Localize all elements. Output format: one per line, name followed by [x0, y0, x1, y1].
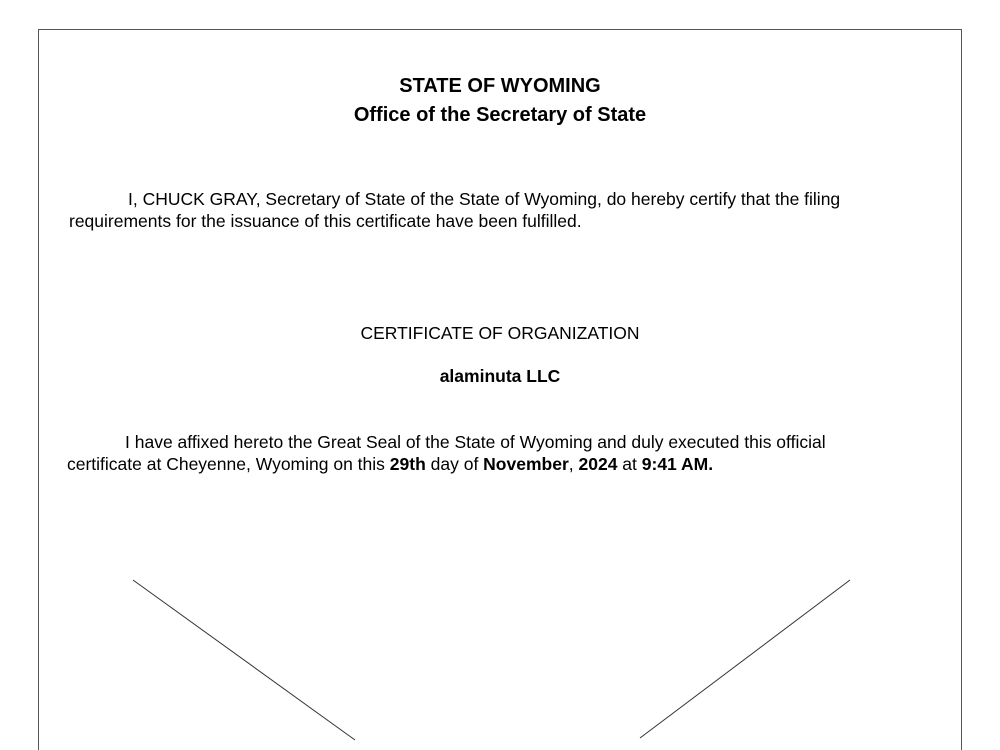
attestation-day: 29th — [389, 454, 426, 474]
attestation-at: at — [617, 454, 642, 474]
certificate-page-frame — [38, 29, 962, 750]
attestation-comma: , — [568, 454, 579, 474]
certification-text-line-1: I, CHUCK GRAY, Secretary of State of the State of Wyoming, do hereby certify that the filing — [128, 189, 841, 209]
attestation-month: November — [483, 454, 569, 474]
state-heading: STATE OF WYOMING — [399, 75, 601, 97]
certification-text-line-2: requirements for the issuance of this certificate have been fulfilled. — [69, 211, 582, 231]
attestation-day-of: day of — [425, 454, 484, 474]
company-name: alaminuta LLC — [439, 366, 561, 386]
attestation-text-line-2 — [67, 453, 713, 475]
office-heading: Office of the Secretary of State — [353, 104, 647, 126]
attestation-time: 9:41 AM. — [641, 454, 714, 474]
attestation-prefix: certificate at Cheyenne, Wyoming on this — [67, 454, 390, 474]
attestation-year: 2024 — [578, 454, 618, 474]
attestation-text-line-1: I have affixed hereto the Great Seal of the State of Wyoming and duly executed this official — [125, 432, 826, 452]
certificate-type-title: CERTIFICATE OF ORGANIZATION — [360, 323, 640, 343]
